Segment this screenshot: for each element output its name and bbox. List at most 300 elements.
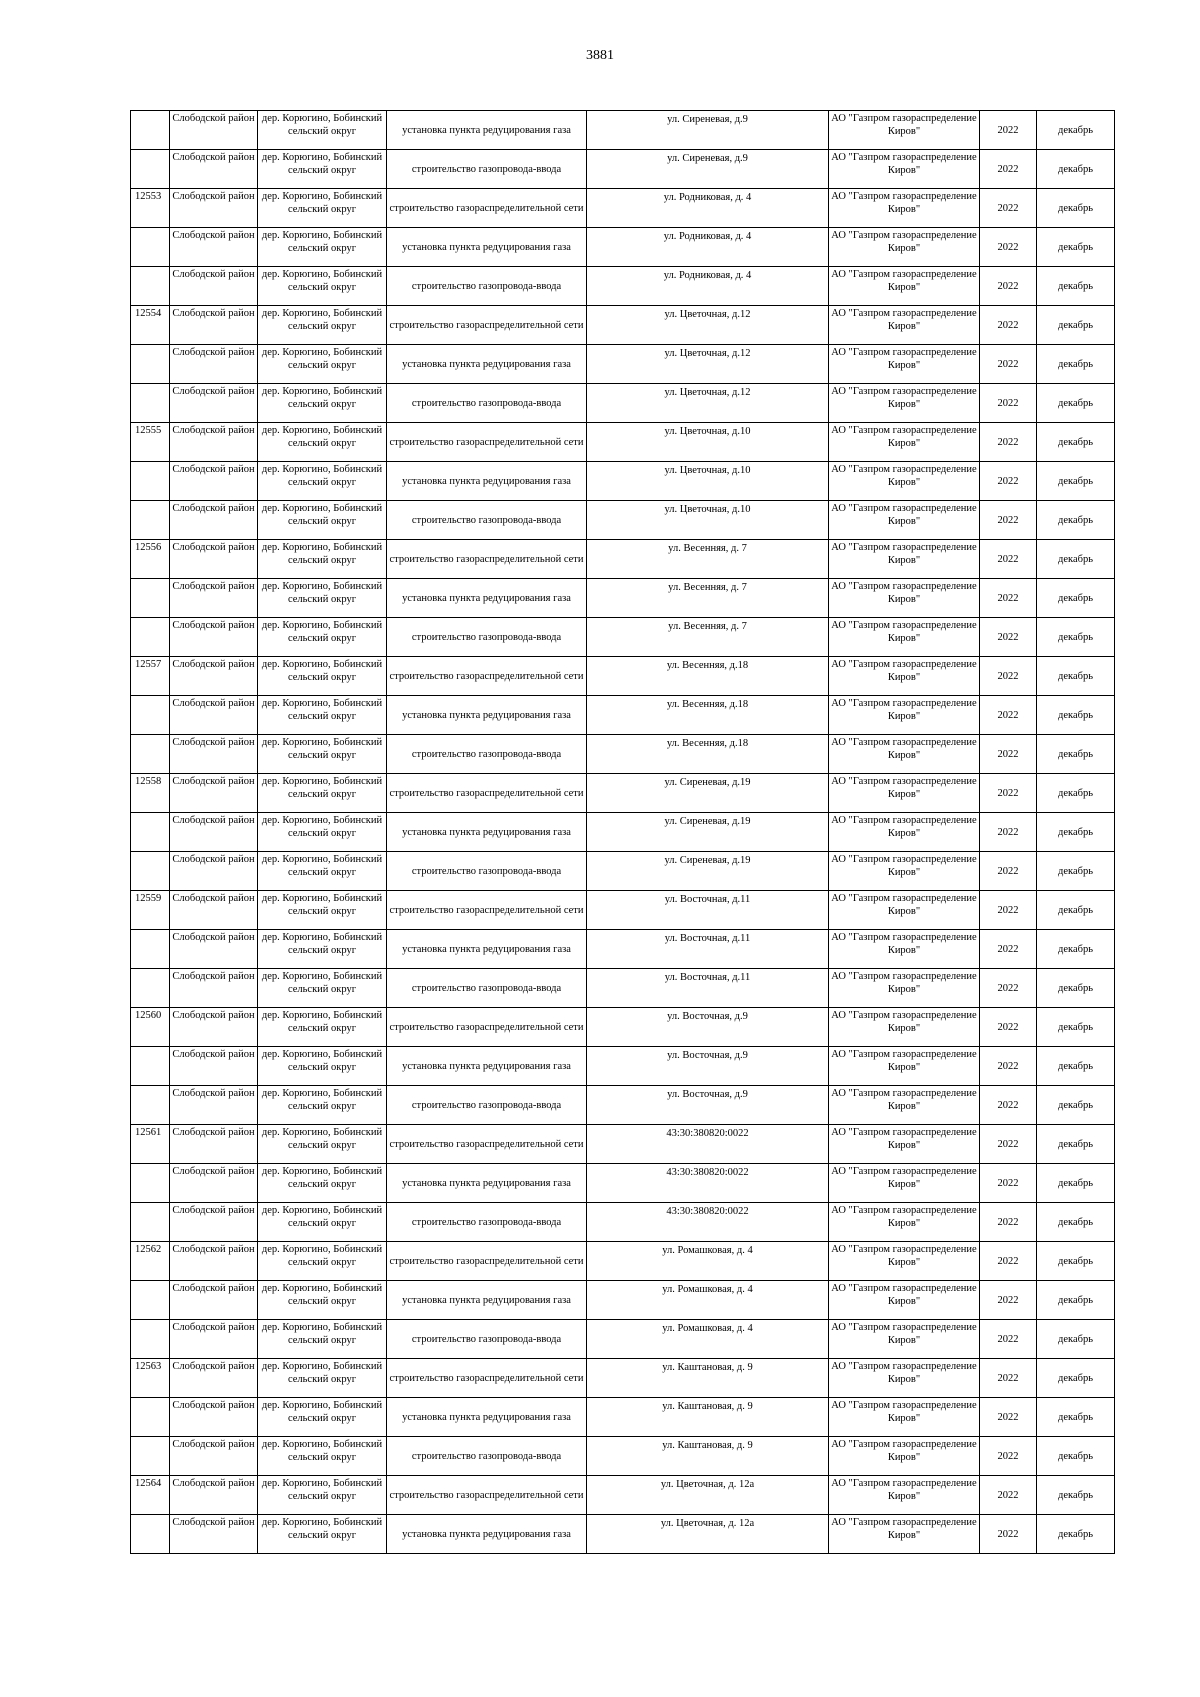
district-cell: Слободской район <box>170 969 258 1008</box>
settlement-cell: дер. Корюгино, Бобинский сельский округ <box>258 969 387 1008</box>
district-cell: Слободской район <box>170 657 258 696</box>
work-type-cell: установка пункта редуцирования газа <box>387 462 587 501</box>
object-number-cell: 12557 <box>131 657 170 696</box>
district-cell: Слободской район <box>170 384 258 423</box>
organization-cell: АО "Газпром газораспределение Киров" <box>829 1086 980 1125</box>
address-cell: ул. Родниковая, д. 4 <box>587 189 829 228</box>
year-cell: 2022 <box>980 540 1037 579</box>
object-number-cell: 12560 <box>131 1008 170 1047</box>
table-row <box>131 306 1115 345</box>
work-type-cell: строительство газопровода-ввода <box>387 1437 587 1476</box>
organization-cell: АО "Газпром газораспределение Киров" <box>829 1398 980 1437</box>
settlement-cell: дер. Корюгино, Бобинский сельский округ <box>258 1320 387 1359</box>
district-cell: Слободской район <box>170 930 258 969</box>
year-cell: 2022 <box>980 1437 1037 1476</box>
address-cell: ул. Цветочная, д.10 <box>587 501 829 540</box>
work-type-cell: строительство газораспределительной сети <box>387 1125 587 1164</box>
address-cell: ул. Весенняя, д. 7 <box>587 618 829 657</box>
month-cell: декабрь <box>1037 1047 1115 1086</box>
object-number-cell <box>131 696 170 735</box>
district-cell: Слободской район <box>170 306 258 345</box>
work-type-cell: строительство газораспределительной сети <box>387 306 587 345</box>
object-number-cell <box>131 384 170 423</box>
district-cell: Слободской район <box>170 1476 258 1515</box>
year-cell: 2022 <box>980 111 1037 150</box>
settlement-cell: дер. Корюгино, Бобинский сельский округ <box>258 267 387 306</box>
work-type-cell: строительство газораспределительной сети <box>387 423 587 462</box>
settlement-cell: дер. Корюгино, Бобинский сельский округ <box>258 423 387 462</box>
table-row <box>131 1086 1115 1125</box>
table-row <box>131 1476 1115 1515</box>
organization-cell: АО "Газпром газораспределение Киров" <box>829 1515 980 1554</box>
district-cell: Слободской район <box>170 1398 258 1437</box>
work-type-cell: установка пункта редуцирования газа <box>387 1515 587 1554</box>
organization-cell: АО "Газпром газораспределение Киров" <box>829 579 980 618</box>
object-number-cell: 12562 <box>131 1242 170 1281</box>
work-type-cell: строительство газораспределительной сети <box>387 657 587 696</box>
organization-cell: АО "Газпром газораспределение Киров" <box>829 1008 980 1047</box>
settlement-cell: дер. Корюгино, Бобинский сельский округ <box>258 501 387 540</box>
object-number-cell <box>131 150 170 189</box>
table-row <box>131 189 1115 228</box>
year-cell: 2022 <box>980 462 1037 501</box>
district-cell: Слободской район <box>170 540 258 579</box>
organization-cell: АО "Газпром газораспределение Киров" <box>829 1125 980 1164</box>
table-row <box>131 1164 1115 1203</box>
settlement-cell: дер. Корюгино, Бобинский сельский округ <box>258 462 387 501</box>
district-cell: Слободской район <box>170 345 258 384</box>
month-cell: декабрь <box>1037 1437 1115 1476</box>
organization-cell: АО "Газпром газораспределение Киров" <box>829 189 980 228</box>
settlement-cell: дер. Корюгино, Бобинский сельский округ <box>258 1125 387 1164</box>
settlement-cell: дер. Корюгино, Бобинский сельский округ <box>258 852 387 891</box>
settlement-cell: дер. Корюгино, Бобинский сельский округ <box>258 1359 387 1398</box>
month-cell: декабрь <box>1037 267 1115 306</box>
settlement-cell: дер. Корюгино, Бобинский сельский округ <box>258 1281 387 1320</box>
address-cell: ул. Цветочная, д. 12а <box>587 1476 829 1515</box>
object-number-cell <box>131 579 170 618</box>
object-number-cell <box>131 462 170 501</box>
settlement-cell: дер. Корюгино, Бобинский сельский округ <box>258 1047 387 1086</box>
table-row <box>131 657 1115 696</box>
month-cell: декабрь <box>1037 111 1115 150</box>
district-cell: Слободской район <box>170 189 258 228</box>
address-cell: ул. Весенняя, д.18 <box>587 657 829 696</box>
district-cell: Слободской район <box>170 891 258 930</box>
settlement-cell: дер. Корюгино, Бобинский сельский округ <box>258 657 387 696</box>
district-cell: Слободской район <box>170 774 258 813</box>
address-cell: ул. Восточная, д.11 <box>587 891 829 930</box>
district-cell: Слободской район <box>170 813 258 852</box>
table-row <box>131 579 1115 618</box>
address-cell: ул. Цветочная, д.12 <box>587 345 829 384</box>
organization-cell: АО "Газпром газораспределение Киров" <box>829 345 980 384</box>
year-cell: 2022 <box>980 150 1037 189</box>
month-cell: декабрь <box>1037 1515 1115 1554</box>
object-number-cell <box>131 501 170 540</box>
address-cell: ул. Цветочная, д.10 <box>587 462 829 501</box>
month-cell: декабрь <box>1037 1008 1115 1047</box>
settlement-cell: дер. Корюгино, Бобинский сельский округ <box>258 696 387 735</box>
object-number-cell <box>131 852 170 891</box>
work-type-cell: установка пункта редуцирования газа <box>387 696 587 735</box>
address-cell: ул. Цветочная, д.12 <box>587 384 829 423</box>
table-row <box>131 423 1115 462</box>
district-cell: Слободской район <box>170 150 258 189</box>
organization-cell: АО "Газпром газораспределение Киров" <box>829 228 980 267</box>
table-row <box>131 1203 1115 1242</box>
month-cell: декабрь <box>1037 774 1115 813</box>
organization-cell: АО "Газпром газораспределение Киров" <box>829 735 980 774</box>
month-cell: декабрь <box>1037 891 1115 930</box>
year-cell: 2022 <box>980 735 1037 774</box>
month-cell: декабрь <box>1037 150 1115 189</box>
organization-cell: АО "Газпром газораспределение Киров" <box>829 1047 980 1086</box>
year-cell: 2022 <box>980 1320 1037 1359</box>
work-type-cell: строительство газораспределительной сети <box>387 1359 587 1398</box>
settlement-cell: дер. Корюгино, Бобинский сельский округ <box>258 1203 387 1242</box>
year-cell: 2022 <box>980 1398 1037 1437</box>
organization-cell: АО "Газпром газораспределение Киров" <box>829 267 980 306</box>
object-number-cell <box>131 969 170 1008</box>
district-cell: Слободской район <box>170 1203 258 1242</box>
year-cell: 2022 <box>980 774 1037 813</box>
address-cell: ул. Родниковая, д. 4 <box>587 228 829 267</box>
address-cell: ул. Весенняя, д.18 <box>587 735 829 774</box>
settlement-cell: дер. Корюгино, Бобинский сельский округ <box>258 579 387 618</box>
address-cell: ул. Восточная, д.9 <box>587 1047 829 1086</box>
month-cell: декабрь <box>1037 813 1115 852</box>
work-type-cell: установка пункта редуцирования газа <box>387 1281 587 1320</box>
month-cell: декабрь <box>1037 306 1115 345</box>
month-cell: декабрь <box>1037 501 1115 540</box>
table-row <box>131 1281 1115 1320</box>
address-cell: ул. Восточная, д.11 <box>587 930 829 969</box>
address-cell: ул. Ромашковая, д. 4 <box>587 1320 829 1359</box>
address-cell: ул. Каштановая, д. 9 <box>587 1437 829 1476</box>
object-number-cell: 12563 <box>131 1359 170 1398</box>
district-cell: Слободской район <box>170 1242 258 1281</box>
work-type-cell: строительство газопровода-ввода <box>387 1320 587 1359</box>
table-row <box>131 1320 1115 1359</box>
organization-cell: АО "Газпром газораспределение Киров" <box>829 969 980 1008</box>
work-type-cell: установка пункта редуцирования газа <box>387 111 587 150</box>
month-cell: декабрь <box>1037 969 1115 1008</box>
year-cell: 2022 <box>980 696 1037 735</box>
object-number-cell: 12553 <box>131 189 170 228</box>
month-cell: декабрь <box>1037 1476 1115 1515</box>
address-cell: ул. Восточная, д.11 <box>587 969 829 1008</box>
settlement-cell: дер. Корюгино, Бобинский сельский округ <box>258 618 387 657</box>
district-cell: Слободской район <box>170 501 258 540</box>
work-type-cell: строительство газопровода-ввода <box>387 150 587 189</box>
table-row <box>131 969 1115 1008</box>
year-cell: 2022 <box>980 1515 1037 1554</box>
table-row <box>131 618 1115 657</box>
work-type-cell: установка пункта редуцирования газа <box>387 345 587 384</box>
organization-cell: АО "Газпром газораспределение Киров" <box>829 1476 980 1515</box>
address-cell: ул. Каштановая, д. 9 <box>587 1359 829 1398</box>
district-cell: Слободской район <box>170 1164 258 1203</box>
address-cell: ул. Восточная, д.9 <box>587 1086 829 1125</box>
district-cell: Слободской район <box>170 267 258 306</box>
organization-cell: АО "Газпром газораспределение Киров" <box>829 462 980 501</box>
organization-cell: АО "Газпром газораспределение Киров" <box>829 657 980 696</box>
organization-cell: АО "Газпром газораспределение Киров" <box>829 1242 980 1281</box>
year-cell: 2022 <box>980 579 1037 618</box>
year-cell: 2022 <box>980 1125 1037 1164</box>
work-type-cell: строительство газопровода-ввода <box>387 1203 587 1242</box>
year-cell: 2022 <box>980 1476 1037 1515</box>
address-cell: ул. Сиреневая, д.9 <box>587 111 829 150</box>
settlement-cell: дер. Корюгино, Бобинский сельский округ <box>258 111 387 150</box>
object-number-cell <box>131 1320 170 1359</box>
year-cell: 2022 <box>980 267 1037 306</box>
year-cell: 2022 <box>980 345 1037 384</box>
organization-cell: АО "Газпром газораспределение Киров" <box>829 150 980 189</box>
object-number-cell: 12555 <box>131 423 170 462</box>
year-cell: 2022 <box>980 1086 1037 1125</box>
month-cell: декабрь <box>1037 618 1115 657</box>
settlement-cell: дер. Корюгино, Бобинский сельский округ <box>258 1086 387 1125</box>
table-row <box>131 813 1115 852</box>
district-cell: Слободской район <box>170 579 258 618</box>
month-cell: декабрь <box>1037 228 1115 267</box>
year-cell: 2022 <box>980 969 1037 1008</box>
work-type-cell: установка пункта редуцирования газа <box>387 1398 587 1437</box>
table-row <box>131 1359 1115 1398</box>
organization-cell: АО "Газпром газораспределение Киров" <box>829 618 980 657</box>
object-number-cell <box>131 930 170 969</box>
organization-cell: АО "Газпром газораспределение Киров" <box>829 1437 980 1476</box>
district-cell: Слободской район <box>170 1437 258 1476</box>
settlement-cell: дер. Корюгино, Бобинский сельский округ <box>258 735 387 774</box>
object-number-cell <box>131 228 170 267</box>
district-cell: Слободской район <box>170 735 258 774</box>
table-row <box>131 774 1115 813</box>
table-row <box>131 1515 1115 1554</box>
organization-cell: АО "Газпром газораспределение Киров" <box>829 1320 980 1359</box>
month-cell: декабрь <box>1037 462 1115 501</box>
organization-cell: АО "Газпром газораспределение Киров" <box>829 540 980 579</box>
year-cell: 2022 <box>980 618 1037 657</box>
settlement-cell: дер. Корюгино, Бобинский сельский округ <box>258 228 387 267</box>
object-number-cell: 12564 <box>131 1476 170 1515</box>
work-type-cell: установка пункта редуцирования газа <box>387 1164 587 1203</box>
district-cell: Слободской район <box>170 1359 258 1398</box>
settlement-cell: дер. Корюгино, Бобинский сельский округ <box>258 1242 387 1281</box>
object-number-cell: 12561 <box>131 1125 170 1164</box>
month-cell: декабрь <box>1037 1281 1115 1320</box>
district-cell: Слободской район <box>170 1125 258 1164</box>
work-type-cell: установка пункта редуцирования газа <box>387 579 587 618</box>
work-type-cell: строительство газопровода-ввода <box>387 501 587 540</box>
table-row <box>131 384 1115 423</box>
table-row <box>131 462 1115 501</box>
object-number-cell <box>131 1281 170 1320</box>
organization-cell: АО "Газпром газораспределение Киров" <box>829 423 980 462</box>
settlement-cell: дер. Корюгино, Бобинский сельский округ <box>258 345 387 384</box>
work-type-cell: строительство газораспределительной сети <box>387 891 587 930</box>
address-cell: ул. Весенняя, д.18 <box>587 696 829 735</box>
district-cell: Слободской район <box>170 1086 258 1125</box>
settlement-cell: дер. Корюгино, Бобинский сельский округ <box>258 1398 387 1437</box>
year-cell: 2022 <box>980 930 1037 969</box>
work-type-cell: строительство газопровода-ввода <box>387 1086 587 1125</box>
settlement-cell: дер. Корюгино, Бобинский сельский округ <box>258 813 387 852</box>
year-cell: 2022 <box>980 891 1037 930</box>
year-cell: 2022 <box>980 306 1037 345</box>
organization-cell: АО "Газпром газораспределение Киров" <box>829 384 980 423</box>
district-cell: Слободской район <box>170 1515 258 1554</box>
year-cell: 2022 <box>980 1164 1037 1203</box>
settlement-cell: дер. Корюгино, Бобинский сельский округ <box>258 306 387 345</box>
work-type-cell: строительство газораспределительной сети <box>387 1476 587 1515</box>
table-row <box>131 1047 1115 1086</box>
organization-cell: АО "Газпром газораспределение Киров" <box>829 111 980 150</box>
address-cell: ул. Ромашковая, д. 4 <box>587 1242 829 1281</box>
object-number-cell: 12559 <box>131 891 170 930</box>
table-row <box>131 111 1115 150</box>
object-number-cell: 12554 <box>131 306 170 345</box>
settlement-cell: дер. Корюгино, Бобинский сельский округ <box>258 540 387 579</box>
settlement-cell: дер. Корюгино, Бобинский сельский округ <box>258 774 387 813</box>
district-cell: Слободской район <box>170 1320 258 1359</box>
settlement-cell: дер. Корюгино, Бобинский сельский округ <box>258 150 387 189</box>
year-cell: 2022 <box>980 852 1037 891</box>
address-cell: ул. Родниковая, д. 4 <box>587 267 829 306</box>
year-cell: 2022 <box>980 813 1037 852</box>
year-cell: 2022 <box>980 1203 1037 1242</box>
work-type-cell: строительство газопровода-ввода <box>387 969 587 1008</box>
table-row <box>131 150 1115 189</box>
year-cell: 2022 <box>980 423 1037 462</box>
district-cell: Слободской район <box>170 1008 258 1047</box>
month-cell: декабрь <box>1037 1164 1115 1203</box>
settlement-cell: дер. Корюгино, Бобинский сельский округ <box>258 1008 387 1047</box>
object-number-cell <box>131 1086 170 1125</box>
organization-cell: АО "Газпром газораспределение Киров" <box>829 1203 980 1242</box>
settlement-cell: дер. Корюгино, Бобинский сельский округ <box>258 1164 387 1203</box>
address-cell: ул. Весенняя, д. 7 <box>587 579 829 618</box>
work-type-cell: установка пункта редуцирования газа <box>387 1047 587 1086</box>
table-row <box>131 540 1115 579</box>
month-cell: декабрь <box>1037 852 1115 891</box>
work-type-cell: строительство газопровода-ввода <box>387 384 587 423</box>
address-cell: 43:30:380820:0022 <box>587 1203 829 1242</box>
address-cell: ул. Восточная, д.9 <box>587 1008 829 1047</box>
address-cell: ул. Сиреневая, д.19 <box>587 852 829 891</box>
work-type-cell: строительство газопровода-ввода <box>387 267 587 306</box>
object-number-cell <box>131 111 170 150</box>
work-type-cell: строительство газопровода-ввода <box>387 618 587 657</box>
district-cell: Слободской район <box>170 462 258 501</box>
object-number-cell <box>131 1398 170 1437</box>
organization-cell: АО "Газпром газораспределение Киров" <box>829 891 980 930</box>
year-cell: 2022 <box>980 657 1037 696</box>
month-cell: декабрь <box>1037 423 1115 462</box>
year-cell: 2022 <box>980 228 1037 267</box>
address-cell: ул. Цветочная, д.10 <box>587 423 829 462</box>
district-cell: Слободской район <box>170 852 258 891</box>
table-row <box>131 345 1115 384</box>
table-row <box>131 735 1115 774</box>
district-cell: Слободской район <box>170 696 258 735</box>
organization-cell: АО "Газпром газораспределение Киров" <box>829 1164 980 1203</box>
work-type-cell: строительство газораспределительной сети <box>387 189 587 228</box>
table-row <box>131 930 1115 969</box>
table-row <box>131 891 1115 930</box>
object-number-cell <box>131 267 170 306</box>
object-number-cell <box>131 735 170 774</box>
month-cell: декабрь <box>1037 657 1115 696</box>
address-cell: ул. Ромашковая, д. 4 <box>587 1281 829 1320</box>
organization-cell: АО "Газпром газораспределение Киров" <box>829 774 980 813</box>
month-cell: декабрь <box>1037 189 1115 228</box>
month-cell: декабрь <box>1037 540 1115 579</box>
table-row <box>131 1437 1115 1476</box>
object-number-cell <box>131 1164 170 1203</box>
address-cell: ул. Каштановая, д. 9 <box>587 1398 829 1437</box>
month-cell: декабрь <box>1037 1086 1115 1125</box>
work-type-cell: строительство газопровода-ввода <box>387 852 587 891</box>
organization-cell: АО "Газпром газораспределение Киров" <box>829 930 980 969</box>
table-row <box>131 501 1115 540</box>
table-row <box>131 1008 1115 1047</box>
district-cell: Слободской район <box>170 228 258 267</box>
settlement-cell: дер. Корюгино, Бобинский сельский округ <box>258 891 387 930</box>
year-cell: 2022 <box>980 1047 1037 1086</box>
work-type-cell: установка пункта редуцирования газа <box>387 930 587 969</box>
settlement-cell: дер. Корюгино, Бобинский сельский округ <box>258 1515 387 1554</box>
district-cell: Слободской район <box>170 423 258 462</box>
organization-cell: АО "Газпром газораспределение Киров" <box>829 696 980 735</box>
work-type-cell: установка пункта редуцирования газа <box>387 813 587 852</box>
year-cell: 2022 <box>980 1242 1037 1281</box>
object-number-cell <box>131 1437 170 1476</box>
month-cell: декабрь <box>1037 930 1115 969</box>
month-cell: декабрь <box>1037 735 1115 774</box>
district-cell: Слободской район <box>170 1047 258 1086</box>
object-number-cell <box>131 345 170 384</box>
address-cell: ул. Цветочная, д. 12а <box>587 1515 829 1554</box>
settlement-cell: дер. Корюгино, Бобинский сельский округ <box>258 189 387 228</box>
address-cell: 43:30:380820:0022 <box>587 1125 829 1164</box>
address-cell: ул. Сиреневая, д.9 <box>587 150 829 189</box>
address-cell: ул. Цветочная, д.12 <box>587 306 829 345</box>
month-cell: декабрь <box>1037 384 1115 423</box>
work-type-cell: строительство газораспределительной сети <box>387 774 587 813</box>
table-row <box>131 228 1115 267</box>
object-number-cell <box>131 813 170 852</box>
organization-cell: АО "Газпром газораспределение Киров" <box>829 852 980 891</box>
year-cell: 2022 <box>980 189 1037 228</box>
organization-cell: АО "Газпром газораспределение Киров" <box>829 1281 980 1320</box>
month-cell: декабрь <box>1037 1125 1115 1164</box>
month-cell: декабрь <box>1037 1398 1115 1437</box>
year-cell: 2022 <box>980 501 1037 540</box>
month-cell: декабрь <box>1037 1242 1115 1281</box>
district-cell: Слободской район <box>170 1281 258 1320</box>
month-cell: декабрь <box>1037 345 1115 384</box>
year-cell: 2022 <box>980 384 1037 423</box>
page-number: 3881 <box>586 48 614 63</box>
organization-cell: АО "Газпром газораспределение Киров" <box>829 1359 980 1398</box>
table-row <box>131 1398 1115 1437</box>
month-cell: декабрь <box>1037 1359 1115 1398</box>
registry-table <box>130 110 1115 1554</box>
settlement-cell: дер. Корюгино, Бобинский сельский округ <box>258 930 387 969</box>
